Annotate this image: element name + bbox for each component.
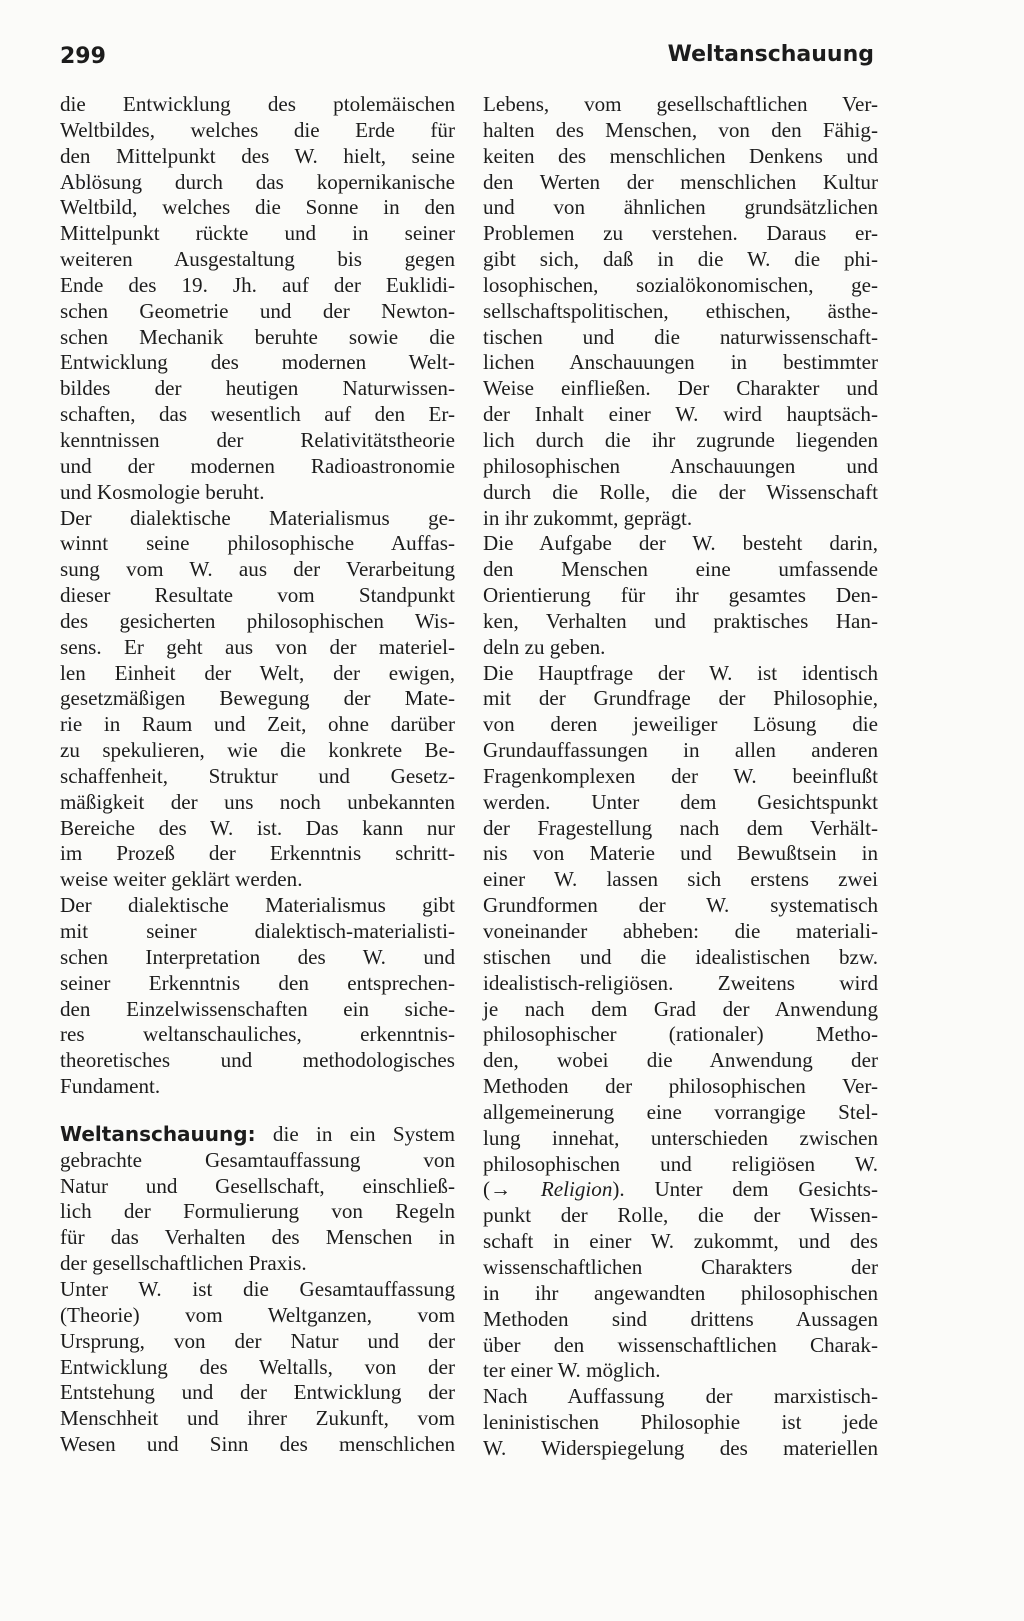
text-line: Natur und Gesellschaft, einschließ- xyxy=(60,1173,455,1198)
text-line: im Prozeß der Erkenntnis schritt- xyxy=(60,841,455,866)
text-line: Weltbild, welches die Sonne in den xyxy=(60,195,455,220)
text-line: Entwicklung des modernen Welt- xyxy=(60,350,455,375)
text-line: tischen und die naturwissenschaft- xyxy=(483,324,878,349)
text-line: Weise einfließen. Der Charakter und xyxy=(483,376,878,401)
text-line: lich durch die ihr zugrunde liegenden xyxy=(483,427,878,452)
text-line: weiteren Ausgestaltung bis gegen xyxy=(60,247,455,272)
text-line: gesetzmäßigen Bewegung der Mate- xyxy=(60,686,455,711)
text-line: Problemen zu verstehen. Daraus er- xyxy=(483,221,878,246)
text-line: halten des Menschen, von den Fähig- xyxy=(483,117,878,142)
text-line-cross-reference xyxy=(483,1177,878,1203)
text-line: Wesen und Sinn des menschlichen xyxy=(60,1432,455,1457)
text-line: den Einzelwissenschaften ein siche- xyxy=(60,996,455,1021)
text-line: von deren jeweiliger Lösung die xyxy=(483,712,878,737)
text-line: Die Hauptfrage der W. ist identisch xyxy=(483,660,878,685)
text-line: einer W. lassen sich erstens zwei xyxy=(483,867,878,892)
right-column xyxy=(483,92,878,1462)
text-line: Bereiche des W. ist. Das kann nur xyxy=(60,815,455,840)
text-line: Der dialektische Materialismus ge- xyxy=(60,505,455,530)
text-line: Entwicklung des Weltalls, von der xyxy=(60,1354,455,1379)
right-column-body-continued xyxy=(483,1203,878,1461)
entry-first-line: die in ein System xyxy=(255,1121,455,1146)
text-line: schaft in einer W. zukommt, und des xyxy=(483,1229,878,1254)
text-line: sellschaftspolitischen, ethischen, ästhe- xyxy=(483,298,878,323)
text-line: des gesicherten philosophischen Wis- xyxy=(60,608,455,633)
text-line: schaffenheit, Struktur und Gesetz- xyxy=(60,763,455,788)
text-line: weise weiter geklärt werden. xyxy=(60,867,303,892)
text-line: winnt seine philosophische Auffas- xyxy=(60,531,455,556)
text-line: der Fragestellung nach dem Verhält- xyxy=(483,815,878,840)
text-line: lich der Formulierung von Regeln xyxy=(60,1199,455,1224)
xref-arrow: (→ xyxy=(483,1177,541,1202)
text-line: für das Verhalten des Menschen in xyxy=(60,1225,455,1250)
text-line: mit der Grundfrage der Philosophie, xyxy=(483,686,878,711)
text-line: Ablösung durch das kopernikanische xyxy=(60,169,455,194)
text-line: res weltanschauliches, erkenntnis- xyxy=(60,1022,455,1047)
text-line: deln zu geben. xyxy=(483,634,606,659)
text-line: ter einer W. möglich. xyxy=(483,1358,661,1383)
page-number: 299 xyxy=(60,44,106,69)
cross-reference-link[interactable]: Religion xyxy=(540,1177,613,1202)
text-line: werden. Unter dem Gesichtspunkt xyxy=(483,789,878,814)
text-line: Der dialektische Materialismus gibt xyxy=(60,893,455,918)
text-line: allgemeinerung eine vorrangige Stel- xyxy=(483,1099,878,1124)
text-line: sung vom W. aus der Verarbeitung xyxy=(60,557,455,582)
right-column-body xyxy=(483,92,878,1177)
text-line: schen Mechanik beruhte sowie die xyxy=(60,324,455,349)
text-line: Menschheit und ihrer Zukunft, vom xyxy=(60,1406,455,1431)
text-line: Mittelpunkt rückte und in seiner xyxy=(60,221,455,246)
text-line: seiner Erkenntnis den entsprechen- xyxy=(60,970,455,995)
text-line: sens. Er geht aus von der materiel- xyxy=(60,634,455,659)
text-line: lung innehat, unterschieden zwischen xyxy=(483,1125,878,1150)
text-line: wissenschaftlichen Charakters der xyxy=(483,1254,878,1279)
text-line: und Kosmologie beruht. xyxy=(60,479,265,504)
text-line: kenntnissen der Relativitätstheorie xyxy=(60,427,455,452)
text-line: Lebens, vom gesellschaftlichen Ver- xyxy=(483,92,878,116)
text-line: philosophischen und religiösen W. xyxy=(483,1151,878,1176)
text-line: Ende des 19. Jh. auf der Euklidi- xyxy=(60,272,455,297)
text-line: die Entwicklung des ptolemäischen xyxy=(60,92,455,116)
text-line: Fundament. xyxy=(60,1074,161,1099)
text-line: Fragenkomplexen der W. beeinflußt xyxy=(483,763,878,788)
text-line: je nach dem Grad der Anwendung xyxy=(483,996,878,1021)
text-line: der Inhalt einer W. wird hauptsäch- xyxy=(483,402,878,427)
text-line xyxy=(60,1122,455,1148)
text-line: Unter W. ist die Gesamtauffassung xyxy=(60,1276,455,1301)
text-line: mäßigkeit der uns noch unbekannten xyxy=(60,789,455,814)
text-line: (Theorie) vom Weltganzen, vom xyxy=(60,1302,455,1327)
text-line: zu spekulieren, wie die konkrete Be- xyxy=(60,738,455,763)
text-line: den Werten der menschlichen Kultur xyxy=(483,169,878,194)
text-line: stischen und die idealistischen bzw. xyxy=(483,944,878,969)
left-column-body xyxy=(60,92,455,1100)
text-line: schen Interpretation des W. und xyxy=(60,944,455,969)
text-line: der gesellschaftlichen Praxis. xyxy=(60,1251,307,1276)
text-line: Grundformen der W. systematisch xyxy=(483,893,878,918)
text-line: in ihr zukommt, geprägt. xyxy=(483,505,693,530)
text-line: leninistischen Philosophie ist jede xyxy=(483,1410,878,1435)
text-line: den Menschen eine umfassende xyxy=(483,557,878,582)
text-line: Die Aufgabe der W. besteht darin, xyxy=(483,531,878,556)
running-head: Weltanschauung xyxy=(667,42,874,67)
text-line: philosophischen Anschauungen und xyxy=(483,453,878,478)
text-line: philosophischer (rationaler) Metho- xyxy=(483,1022,878,1047)
text-line: gebrachte Gesamtauffassung von xyxy=(60,1147,455,1172)
text-line: rie in Raum und Zeit, ohne darüber xyxy=(60,712,455,737)
text-line: bildes der heutigen Naturwissen- xyxy=(60,376,455,401)
text-line: losophischen, sozialökonomischen, ge- xyxy=(483,272,878,297)
text-line: und der modernen Radioastronomie xyxy=(60,453,455,478)
text-line: punkt der Rolle, die der Wissen- xyxy=(483,1203,878,1228)
text-line: schen Geometrie und der Newton- xyxy=(60,298,455,323)
text-line: Grundauffassungen in allen anderen xyxy=(483,738,878,763)
entry-body xyxy=(60,1148,455,1458)
text-line: keiten des menschlichen Denkens und xyxy=(483,143,878,168)
text-line: über den wissenschaftlichen Charak- xyxy=(483,1332,878,1357)
text-line: gibt sich, daß in die W. die phi- xyxy=(483,247,878,272)
text-line: und von ähnlichen grundsätzlichen xyxy=(483,195,878,220)
text-line: voneinander abheben: die materiali- xyxy=(483,919,878,943)
page-header xyxy=(60,36,874,76)
text-line: durch die Rolle, die der Wissenschaft xyxy=(483,479,878,504)
text-line: len Einheit der Welt, der ewigen, xyxy=(60,660,455,685)
text-line: W. Widerspiegelung des materiellen xyxy=(483,1435,878,1460)
text-line: den Mittelpunkt des W. hielt, seine xyxy=(60,143,455,168)
text-line: Methoden der philosophischen Ver- xyxy=(483,1074,878,1099)
text-line: theoretisches und methodologisches xyxy=(60,1048,455,1073)
text-line: lichen Anschauungen in bestimmter xyxy=(483,350,878,375)
text-line: Nach Auffassung der marxistisch- xyxy=(483,1384,878,1409)
text-line: dieser Resultate vom Standpunkt xyxy=(60,583,455,608)
entry-headword: Weltanschauung: xyxy=(60,1121,256,1146)
text-line: den, wobei die Anwendung der xyxy=(483,1048,878,1073)
text-line: Methoden sind drittens Aussagen xyxy=(483,1306,878,1331)
text-line: schaften, das wesentlich auf den Er- xyxy=(60,402,455,427)
text-line: idealistisch-religiösen. Zweitens wird xyxy=(483,970,878,995)
text-line: ken, Verhalten und praktisches Han- xyxy=(483,608,878,633)
entry-gap xyxy=(60,1100,455,1122)
text-line: in ihr angewandten philosophischen xyxy=(483,1280,878,1305)
left-column xyxy=(60,92,455,1458)
text-line: nis von Materie und Bewußtsein in xyxy=(483,841,878,866)
text-line: Entstehung und der Entwicklung der xyxy=(60,1380,455,1405)
text-line: Orientierung für ihr gesamtes Den- xyxy=(483,583,878,608)
xref-rest: ). Unter dem Gesichts- xyxy=(612,1177,878,1202)
text-line: mit seiner dialektisch-materialisti- xyxy=(60,919,455,943)
text-line: Weltbildes, welches die Erde für xyxy=(60,117,455,142)
dictionary-entry-weltanschauung xyxy=(60,1122,455,1458)
text-line: Ursprung, von der Natur und der xyxy=(60,1328,455,1353)
